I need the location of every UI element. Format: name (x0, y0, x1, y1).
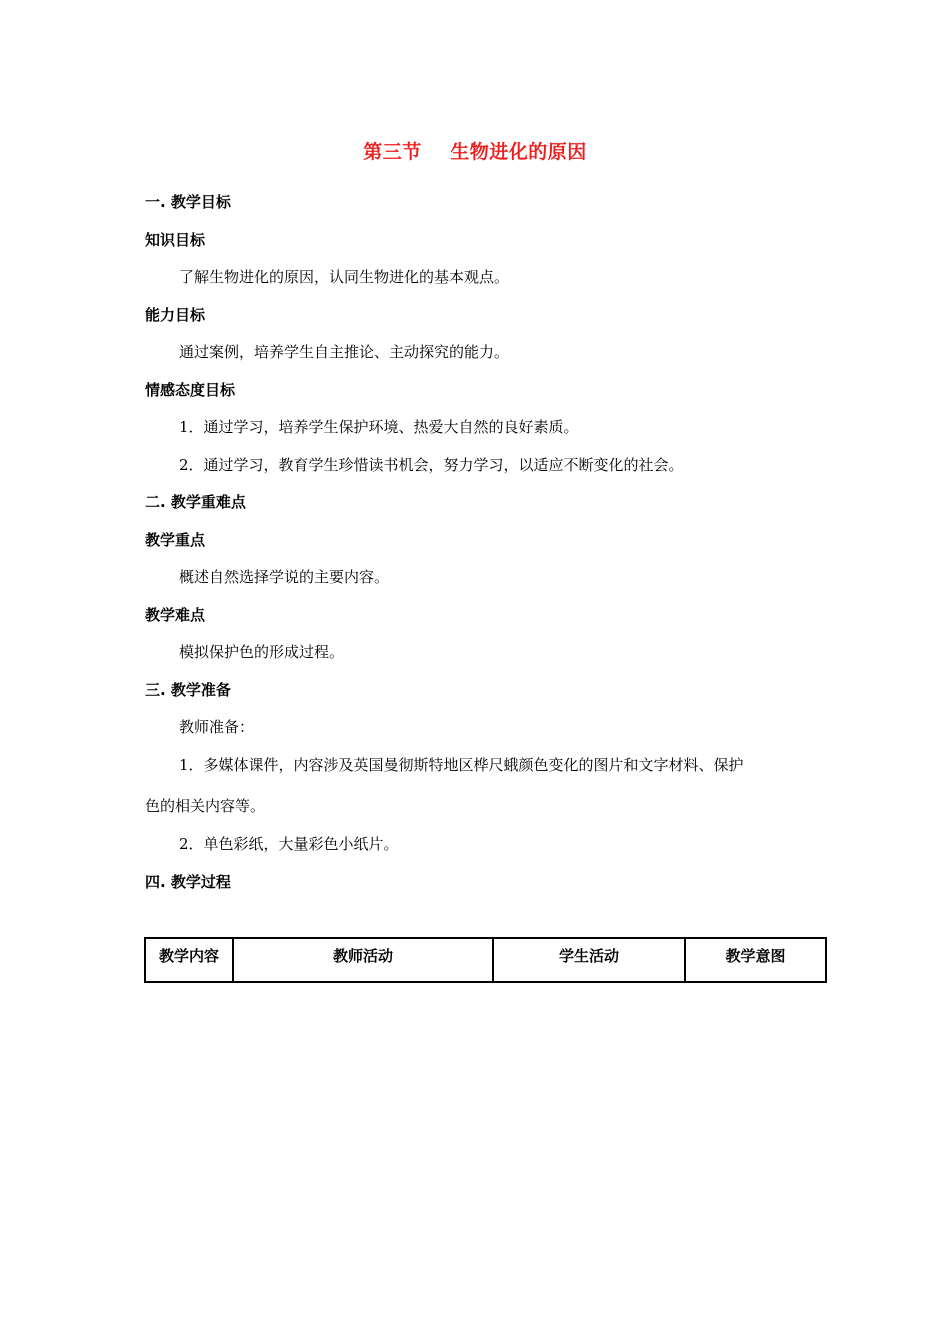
teaching-process-table (144, 937, 827, 983)
table-header-teacher-activity: 教师活动 (233, 938, 493, 982)
table-header-row (145, 938, 826, 982)
subheading-knowledge-goal: 知识目标 (145, 231, 206, 249)
subheading-difficult-point: 教学难点 (145, 606, 206, 624)
section-heading-process: 四. 教学过程 (145, 873, 231, 891)
subheading-attitude-goal: 情感态度目标 (145, 381, 236, 399)
paragraph-teacher-prep: 教师准备： (179, 718, 255, 736)
paragraph-knowledge-goal: 了解生物进化的原因，认同生物进化的基本观点。 (179, 268, 510, 286)
page-title: 第三节 生物进化的原因 (363, 141, 587, 163)
list-item-attitude-2: 2．通过学习，教育学生珍惜读书机会，努力学习，以适应不断变化的社会。 (179, 456, 684, 474)
section-heading-objectives: 一. 教学目标 (145, 193, 231, 211)
list-item-prep-1-continued: 色的相关内容等。 (145, 797, 266, 815)
table-header-content: 教学内容 (145, 938, 233, 982)
paragraph-difficult-point: 模拟保护色的形成过程。 (179, 643, 345, 661)
table-header-intent: 教学意图 (685, 938, 826, 982)
paragraph-ability-goal: 通过案例，培养学生自主推论、主动探究的能力。 (179, 343, 510, 361)
table-header-student-activity: 学生活动 (493, 938, 685, 982)
section-heading-preparation: 三. 教学准备 (145, 681, 231, 699)
list-item-prep-1: 1．多媒体课件，内容涉及英国曼彻斯特地区桦尺蛾颜色变化的图片和文字材料、保护 (179, 756, 744, 774)
subheading-key-point: 教学重点 (145, 531, 206, 549)
section-heading-key-points: 二. 教学重难点 (145, 493, 246, 511)
subheading-ability-goal: 能力目标 (145, 306, 206, 324)
paragraph-key-point: 概述自然选择学说的主要内容。 (179, 568, 390, 586)
list-item-attitude-1: 1．通过学习，培养学生保护环境、热爱大自然的良好素质。 (179, 418, 579, 436)
list-item-prep-2: 2．单色彩纸，大量彩色小纸片。 (179, 835, 399, 853)
